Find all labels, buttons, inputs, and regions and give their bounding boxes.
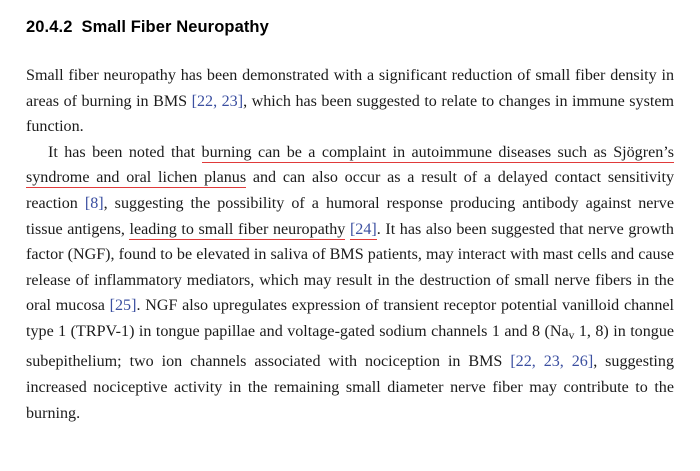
subscript-v: v <box>568 329 575 342</box>
citation-reference[interactable]: [22, 23] <box>191 92 244 110</box>
text-segment: . It has also been suggested that nerve growth factor (NGF), found to be elevated in saliva of BMS patients, may interact with mast cells and cause release of inflammatory mediators, which may result in the destruction of small nerve fibers in the oral mucosa <box>26 220 674 315</box>
citation-reference[interactable]: [24] <box>349 220 377 238</box>
citation-reference[interactable]: [22, 23, 26] <box>510 353 594 371</box>
text-segment: Small fiber neuropathy has been demonstrated with a significant reduction of small fiber density in areas of burning in BMS <box>26 67 674 110</box>
text-segment: , which has been suggested to relate to changes in immune system function. <box>26 92 674 136</box>
section-title: Small Fiber Neuropathy <box>81 18 269 36</box>
paragraph-autoimmune-ngf <box>26 140 674 426</box>
citation-reference[interactable]: [8] <box>84 194 104 212</box>
page-title <box>26 18 674 37</box>
text-segment: , suggesting the possibility of a humoral response producing antibody against nerve tissue antigens, <box>26 194 674 238</box>
text-segment: and can also occur as a result of a delayed contact sensitivity reaction <box>26 169 674 212</box>
text-segment: It has been noted that <box>48 143 202 161</box>
citation-reference[interactable]: [25] <box>109 297 137 315</box>
paragraph-small-fiber-density <box>26 63 674 140</box>
text-segment: . NGF also upregulates expression of transient receptor potential vanilloid channel type 1 (TRPV-1) in tongue papillae and voltage-gated sodium channels 1 and 8 (Na <box>26 297 674 340</box>
text-segment: , suggesting increased nociceptive activity in the remaining small diameter nerve fiber may contribute to the burning. <box>26 353 674 422</box>
red-underlined-highlight: burning can be a complaint in autoimmune diseases such as Sjögren’s syndrome and oral lichen planus <box>26 143 674 187</box>
text-segment: 1, 8) in tongue subepithelium; two ion channels associated with nociception in BMS <box>26 322 675 371</box>
section-number: 20.4.2 <box>26 18 73 36</box>
red-underlined-highlight: leading to small fiber neuropathy <box>129 220 346 238</box>
